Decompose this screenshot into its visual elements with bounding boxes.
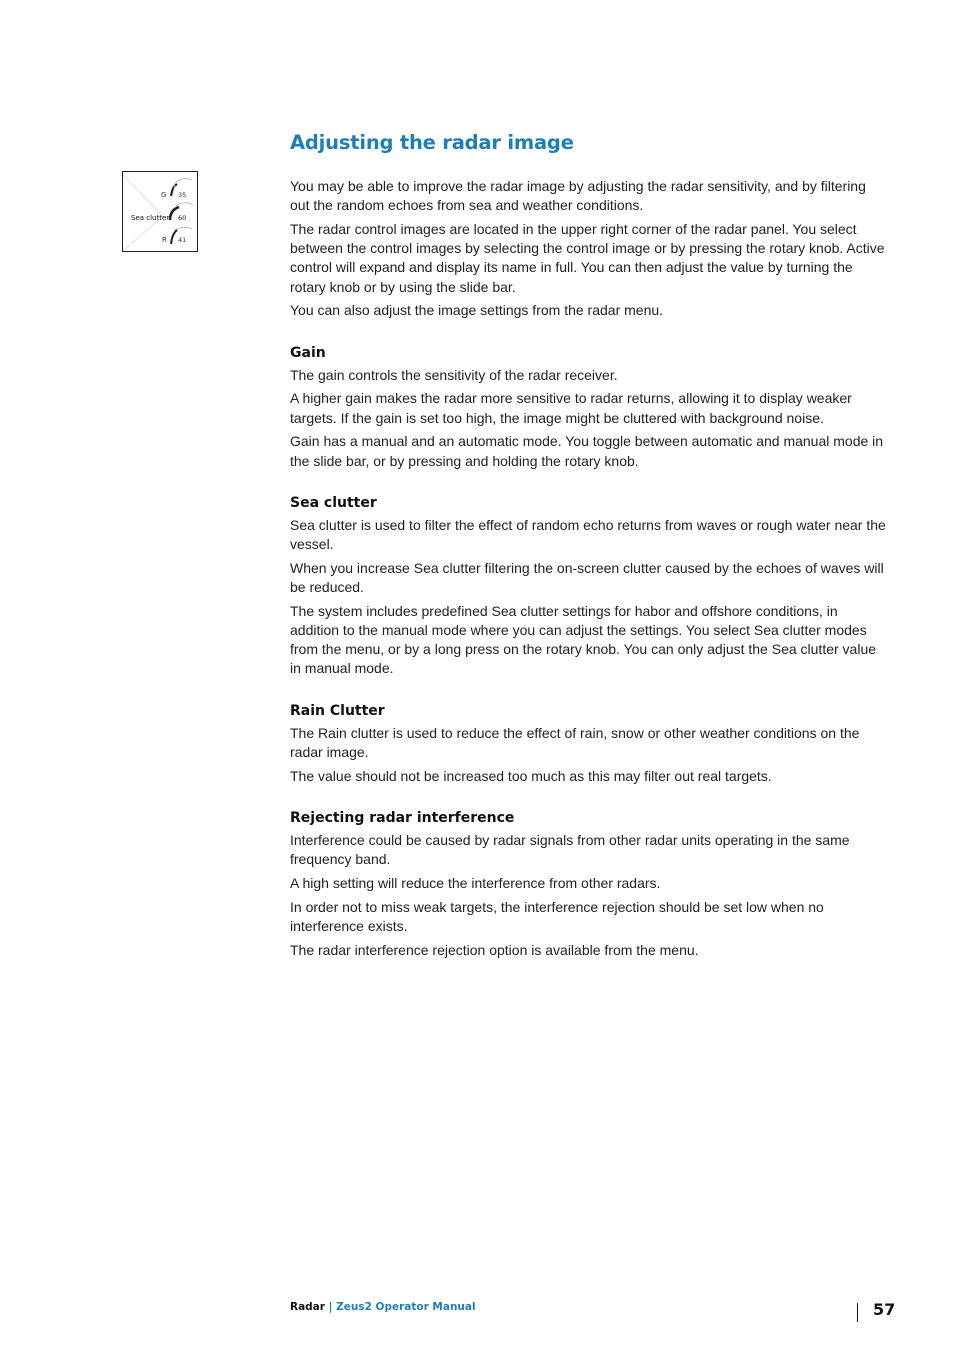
page-footer: [290, 1301, 476, 1313]
footer-chapter: Radar: [290, 1301, 325, 1313]
sea-clutter-control-value: 60: [178, 214, 187, 222]
body-content: [290, 177, 886, 964]
section-heading-rain-clutter: Rain Clutter: [290, 702, 385, 719]
rain-clutter-paragraph: The Rain clutter is used to reduce the effect of rain, snow or other weather conditions on the radar image.: [290, 724, 860, 760]
gain-control-value: 35: [178, 191, 187, 199]
page-number: 57: [873, 1300, 896, 1319]
radar-controls-figure: [122, 171, 198, 252]
interference-paragraph: In order not to miss weak targets, the interference rejection should be set low when no interference exists.: [290, 898, 824, 934]
gain-paragraph: The gain controls the sensitivity of the radar receiver.: [290, 366, 618, 383]
footer-separator: |: [324, 1301, 337, 1313]
intro-paragraph: The radar control images are located in the upper right corner of the radar panel. You select between the control images by selecting the control image or by pressing the rotary knob. Active control will expand and display its name in full. You can then adjust the value by turning the rotary knob or by using the slide bar.: [290, 221, 885, 295]
sea-clutter-paragraph: When you increase Sea clutter filtering the on-screen clutter caused by the echoes of waves will be reduced.: [290, 559, 884, 596]
intro-paragraph: You may be able to improve the radar image by adjusting the radar sensitivity, and by filtering out the random echoes from sea and weather conditions.: [290, 178, 866, 214]
sea-clutter-control-label: Sea clutter: [131, 214, 170, 222]
section-heading-sea-clutter: Sea clutter: [290, 494, 377, 511]
interference-paragraph: The radar interference rejection option is available from the menu.: [290, 941, 699, 958]
gain-control-label: G: [161, 191, 167, 199]
gain-paragraph: A higher gain makes the radar more sensitive to radar returns, allowing it to display weaker targets. If the gain is set too high, the image might be cluttered with background noise.: [290, 390, 852, 426]
footer-manual-title: Zeus2 Operator Manual: [336, 1301, 476, 1313]
gain-paragraph: Gain has a manual and an automatic mode. You toggle between automatic and manual mode in the slide bar, or by pressing and holding the rotary knob.: [290, 433, 884, 469]
sea-clutter-paragraph: Sea clutter is used to filter the effect of random echo returns from waves or rough water near the vessel.: [290, 516, 886, 553]
page-title: Adjusting the radar image: [290, 131, 574, 154]
intro-paragraph: You can also adjust the image settings from the radar menu.: [290, 302, 664, 319]
section-heading-interference: Rejecting radar interference: [290, 809, 515, 826]
interference-paragraph: A high setting will reduce the interference from other radars.: [290, 874, 661, 891]
interference-paragraph: Interference could be caused by radar signals from other radar units operating in the same frequency band.: [290, 831, 850, 868]
sea-clutter-paragraph: The system includes predefined Sea clutter settings for habor and offshore conditions, in addition to the manual mode where you can adjust the settings. You select Sea clutter modes from the menu, or by a long press on the rotary knob. You can only adjust the Sea clutter value in manual mode.: [290, 602, 877, 677]
radar-controls-graphic: [123, 172, 199, 253]
section-heading-gain: Gain: [290, 344, 326, 361]
rain-clutter-paragraph: The value should not be increased too much as this may filter out real targets.: [290, 767, 772, 784]
rain-control-value: 41: [178, 236, 187, 244]
rain-control-label: R: [162, 236, 167, 244]
page-number-divider: [857, 1303, 858, 1322]
